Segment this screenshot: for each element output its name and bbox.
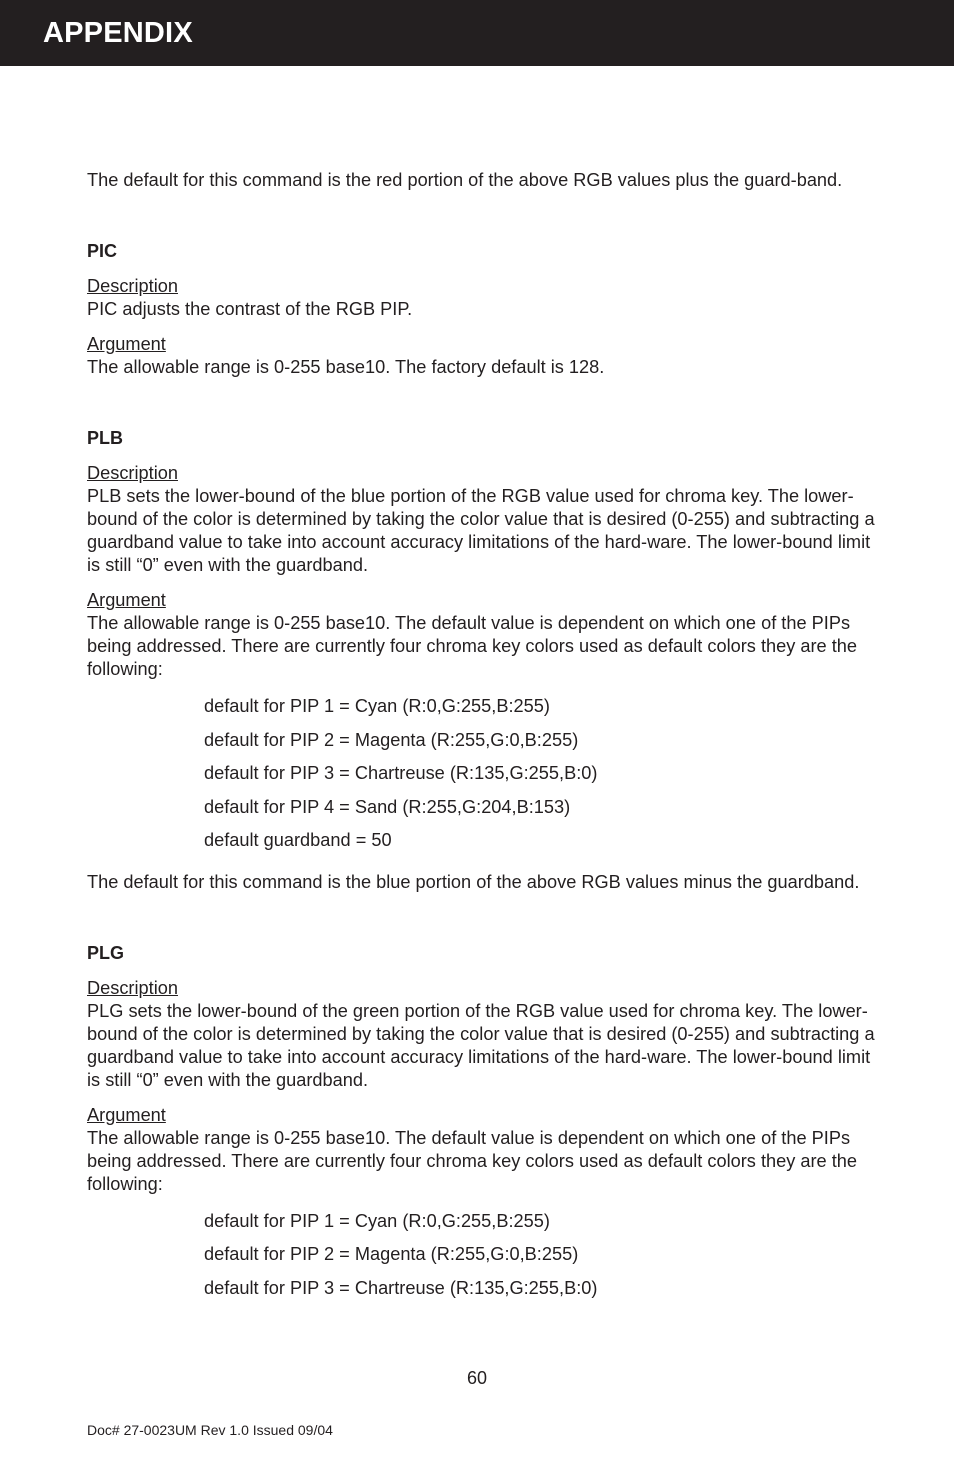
closing-paragraph: The default for this command is the blue portion of the above RGB values minus the guardband. bbox=[87, 871, 860, 892]
description-block bbox=[87, 462, 877, 577]
header-bar bbox=[0, 0, 954, 66]
description-text: PLB sets the lower-bound of the blue portion of the RGB value used for chroma key. The lower-bound of the color is determined by taking the color value that is desired (0-255) and subtracting a guardband value to take into account accuracy limitations of the hard-ware. The lower-bound limit is still “0” even with the guardband. bbox=[87, 486, 875, 575]
description-label: Description bbox=[87, 977, 178, 998]
section-title: PLB bbox=[87, 428, 123, 448]
description-text: PIC adjusts the contrast of the RGB PIP. bbox=[87, 299, 413, 319]
list-item: default guardband = 50 bbox=[204, 830, 392, 850]
list-item: default for PIP 1 = Cyan (R:0,G:255,B:255) bbox=[204, 696, 550, 716]
page-number: 60 bbox=[466, 1368, 488, 1388]
document-body bbox=[87, 169, 877, 1356]
description-block bbox=[87, 275, 877, 321]
intro-paragraph: The default for this command is the red portion of the above RGB values plus the guard-band. bbox=[87, 170, 843, 190]
default-colors-list bbox=[87, 693, 877, 861]
list-item: default for PIP 3 = Chartreuse (R:135,G:255,B:0) bbox=[204, 1277, 598, 1298]
section-title: PLG bbox=[87, 942, 125, 963]
page-title: APPENDIX bbox=[43, 17, 193, 49]
argument-label: Argument bbox=[87, 1104, 166, 1125]
argument-block bbox=[87, 333, 877, 379]
section-plb bbox=[87, 427, 877, 894]
argument-block bbox=[87, 1104, 877, 1196]
list-item: default for PIP 3 = Chartreuse (R:135,G:255,B:0) bbox=[204, 763, 598, 783]
document-id: Doc# 27-0023UM Rev 1.0 Issued 09/04 bbox=[87, 1422, 333, 1438]
argument-text: The allowable range is 0-255 base10. The factory default is 128. bbox=[87, 357, 605, 377]
section-plg bbox=[87, 942, 877, 1309]
list-item: default for PIP 2 = Magenta (R:255,G:0,B:255) bbox=[204, 1244, 579, 1264]
description-block bbox=[87, 977, 877, 1092]
list-item: default for PIP 4 = Sand (R:255,G:204,B:153) bbox=[204, 796, 571, 817]
section-pic bbox=[87, 240, 877, 379]
default-colors-list bbox=[87, 1208, 877, 1309]
list-item: default for PIP 2 = Magenta (R:255,G:0,B:255) bbox=[204, 729, 579, 750]
argument-text: The allowable range is 0-255 base10. The default value is dependent on which one of the PIPs being addressed. There are currently four chroma key colors used as default colors they are the following: bbox=[87, 1127, 858, 1194]
section-title: PIC bbox=[87, 241, 118, 261]
description-text: PLG sets the lower-bound of the green portion of the RGB value used for chroma key. The lower-bound of the color is determined by taking the color value that is desired (0-255) and subtracting a guardband value to take into account accuracy limitations of the hard-ware. The lower-bound limit is still “0” even with the guardband. bbox=[87, 1000, 875, 1090]
argument-label: Argument bbox=[87, 334, 166, 354]
list-item: default for PIP 1 = Cyan (R:0,G:255,B:255) bbox=[204, 1210, 550, 1231]
argument-label: Argument bbox=[87, 590, 166, 610]
description-label: Description bbox=[87, 276, 178, 296]
argument-text: The allowable range is 0-255 base10. The default value is dependent on which one of the PIPs being addressed. There are currently four chroma key colors used as default colors they are the following: bbox=[87, 613, 858, 679]
argument-block bbox=[87, 589, 877, 681]
description-label: Description bbox=[87, 463, 178, 483]
